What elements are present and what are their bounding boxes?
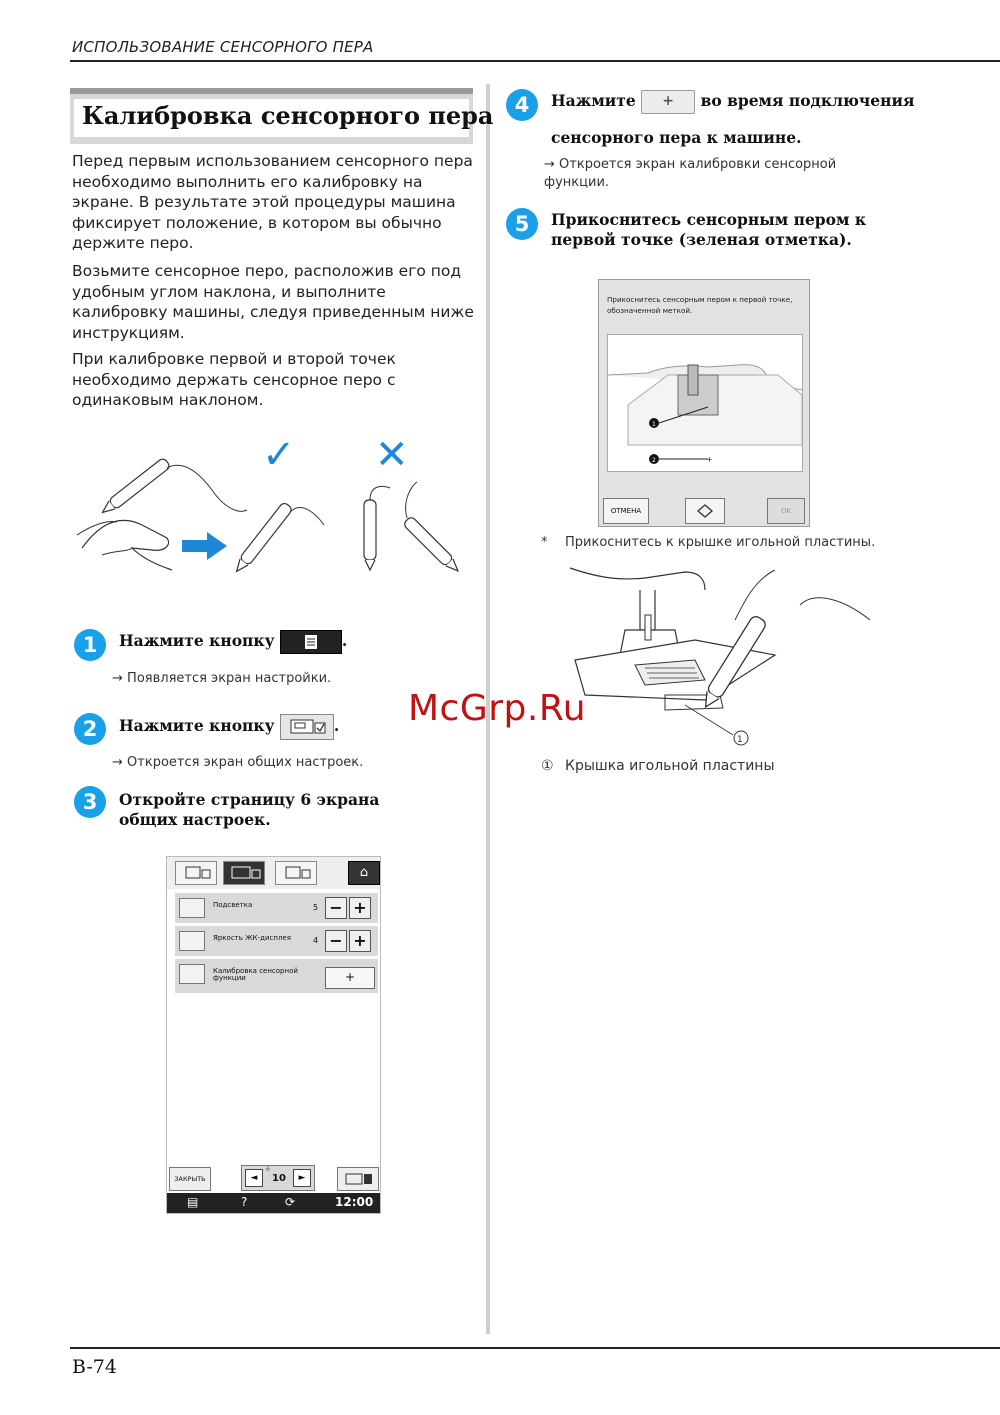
section-title: Калибровка сенсорного пера (82, 101, 494, 130)
plus-button[interactable]: + (349, 897, 371, 919)
touch-note: Прикоснитесь к крышке игольной пластины. (565, 535, 876, 550)
blue-arrow-icon (182, 532, 227, 560)
plus-button[interactable]: + (349, 930, 371, 952)
setting-label: Калибровка сенсорной функции (213, 967, 298, 982)
settings-tabs (167, 857, 380, 889)
home-button[interactable]: ⌂ (348, 861, 380, 885)
footer-rule (70, 1347, 1000, 1349)
step-3-text: Откройте страницу 6 экрана общих настроек. (119, 790, 380, 829)
setting-row-calibration (175, 959, 378, 994)
callout-label: Крышка игольной пластины (565, 758, 775, 774)
svg-text:1: 1 (652, 421, 656, 428)
running-header: ИСПОЛЬЗОВАНИЕ СЕНСОРНОГО ПЕРА (72, 38, 374, 56)
setting-value: 5 (313, 903, 319, 912)
close-button[interactable]: ЗАКРЫТЬ (169, 1167, 211, 1191)
calibration-message: Прикоснитесь сенсорным пером к первой точке, обозначенной меткой. (607, 295, 793, 315)
step-3-number: 3 (74, 786, 106, 818)
step-2-number: 2 (74, 713, 106, 745)
header-rule (70, 60, 1000, 62)
pen-angle-illustration (72, 430, 472, 580)
setting-label: Подсветка (213, 901, 253, 909)
step-4-number: 4 (506, 89, 538, 121)
plus-button-icon: + (641, 90, 695, 114)
svg-text:+: + (706, 455, 713, 464)
ok-button[interactable]: OK (767, 498, 805, 524)
general-settings-button-icon (280, 714, 334, 740)
intro-paragraph-3: При калибровке первой и второй точек необходимо держать сенсорное перо с одинаковым наклоном. (72, 350, 396, 409)
settings-icon[interactable]: ▤ (187, 1195, 199, 1209)
minus-button[interactable]: − (325, 897, 347, 919)
pen-in-hand (99, 457, 171, 517)
machine-settings-button[interactable] (337, 1167, 379, 1191)
settings-button-icon (280, 630, 342, 654)
cancel-button[interactable]: ОТМЕНА (603, 498, 649, 524)
asterisk: * (541, 535, 548, 550)
svg-text:2: 2 (652, 457, 656, 464)
setting-label: Яркость ЖК-дисплея (213, 934, 291, 942)
step-5-text: Прикоснитесь сенсорным пером к первой точке (зеленая отметка). (551, 210, 867, 249)
section-title-box (70, 88, 494, 144)
backlight-icon (179, 898, 205, 918)
help-icon[interactable]: ? (241, 1195, 248, 1209)
prev-page-button[interactable]: ◄ (245, 1169, 263, 1187)
page-selector (241, 1165, 315, 1191)
step-4-result: → Откроется экран калибровки сенсорной функции. (544, 157, 837, 190)
step-2-text: Нажмите кнопку . (119, 714, 339, 740)
reset-button[interactable] (685, 498, 725, 524)
hand-drawing (82, 520, 172, 570)
check-icon: ✓ (262, 432, 296, 478)
watermark: McGrp.Ru (408, 688, 587, 729)
page-total: 10 (272, 1173, 286, 1184)
minus-button[interactable]: − (325, 930, 347, 952)
intro-paragraph-1: Перед первым использованием сенсорного пера необходимо выполнить его калибровку на экране. В результате этой процедуры машина фиксирует положение, в котором вы обычно держите перо. (72, 152, 473, 252)
cross-icon: ✕ (375, 432, 409, 478)
callout-number: ① (541, 758, 554, 774)
next-page-button[interactable]: ► (293, 1169, 311, 1187)
setting-row-backlight (175, 893, 378, 924)
setting-value: 4 (313, 936, 319, 945)
pen-cord (167, 465, 247, 511)
calibration-image (607, 334, 803, 472)
step-2-result: → Откроется экран общих настроек. (112, 755, 364, 770)
pen-vertical (364, 500, 376, 560)
calibration-plus-button[interactable]: + (325, 967, 375, 989)
step-1-number: 1 (74, 629, 106, 661)
step-1-result: → Появляется экран настройки. (112, 671, 332, 686)
settings-bottom-bar (167, 1163, 380, 1193)
step-5-number: 5 (506, 208, 538, 240)
page-number: B-74 (72, 1356, 117, 1378)
calibration-button-bar (599, 494, 809, 526)
step-4-text: Нажмите + во время подключения (551, 90, 914, 114)
tab-settings-1[interactable] (175, 861, 217, 885)
setting-row-lcd-brightness (175, 926, 378, 957)
svg-text:1: 1 (737, 735, 743, 745)
pen-angled (403, 516, 462, 575)
pen-correct (232, 502, 293, 576)
clock: 12:00 (335, 1195, 374, 1209)
needle-plate-illustration (545, 560, 875, 755)
page-current: 6 (266, 1166, 270, 1173)
calibration-icon (179, 964, 205, 984)
status-bar (167, 1193, 380, 1213)
sync-icon: ⟳ (285, 1195, 296, 1209)
step-1-text: Нажмите кнопку . (119, 630, 347, 654)
intro-paragraph-2: Возьмите сенсорное перо, расположив его под удобным углом наклона, и выполните калибровку машины, следуя приведенным ниже инструкциям. (72, 262, 474, 342)
tab-settings-2[interactable] (223, 861, 265, 885)
settings-screen (166, 856, 381, 1214)
tab-settings-3[interactable] (275, 861, 317, 885)
calibration-screen (598, 279, 810, 527)
lcd-icon (179, 931, 205, 951)
step-4-text-cont: сенсорного пера к машине. (551, 128, 802, 147)
